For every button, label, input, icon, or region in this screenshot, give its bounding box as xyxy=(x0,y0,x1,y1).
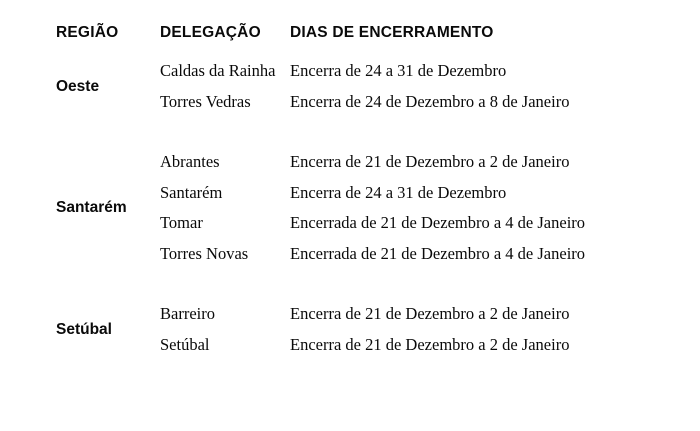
closure-days-text: Encerra de 21 de Dezembro a 2 de Janeiro xyxy=(290,152,570,171)
column-header-region: REGIÃO xyxy=(56,24,119,41)
closure-days-text: Encerra de 24 a 31 de Dezembro xyxy=(290,61,507,80)
closure-days-text: Encerra de 21 de Dezembro a 2 de Janeiro xyxy=(290,334,570,354)
closure-days-text: Encerra de 24 de Dezembro a 8 de Janeiro xyxy=(290,91,570,111)
delegation-label: Caldas da Rainha xyxy=(160,61,276,80)
table-body xyxy=(10,56,690,360)
closure-days-text: Encerrada de 21 de Dezembro a 4 de Janeiro xyxy=(290,243,586,263)
table-header-row xyxy=(10,24,690,56)
column-header-delegation: DELEGAÇÃO xyxy=(160,24,261,41)
delegation-label: Santarém xyxy=(160,182,223,202)
group-spacer xyxy=(10,269,690,299)
closure-schedule-table xyxy=(10,24,690,360)
delegation-label: Abrantes xyxy=(160,152,220,171)
table-row xyxy=(10,299,690,330)
closure-days-text: Encerrada de 21 de Dezembro a 4 de Janeiro xyxy=(290,213,586,232)
table-header xyxy=(10,24,690,56)
table-row xyxy=(10,56,690,87)
region-label: Setúbal xyxy=(56,320,112,338)
closure-days-text: Encerra de 21 de Dezembro a 2 de Janeiro xyxy=(290,304,570,323)
delegation-label: Torres Vedras xyxy=(160,91,251,111)
delegation-label: Setúbal xyxy=(160,334,210,354)
closure-days-text: Encerra de 24 a 31 de Dezembro xyxy=(290,182,507,202)
delegation-label: Torres Novas xyxy=(160,243,249,263)
column-header-days: DIAS DE ENCERRAMENTO xyxy=(290,24,494,41)
region-label: Oeste xyxy=(56,77,100,95)
group-spacer xyxy=(10,117,690,147)
delegation-label: Tomar xyxy=(160,213,203,232)
delegation-label: Barreiro xyxy=(160,304,215,323)
region-label: Santarém xyxy=(56,199,127,217)
table-row xyxy=(10,147,690,178)
